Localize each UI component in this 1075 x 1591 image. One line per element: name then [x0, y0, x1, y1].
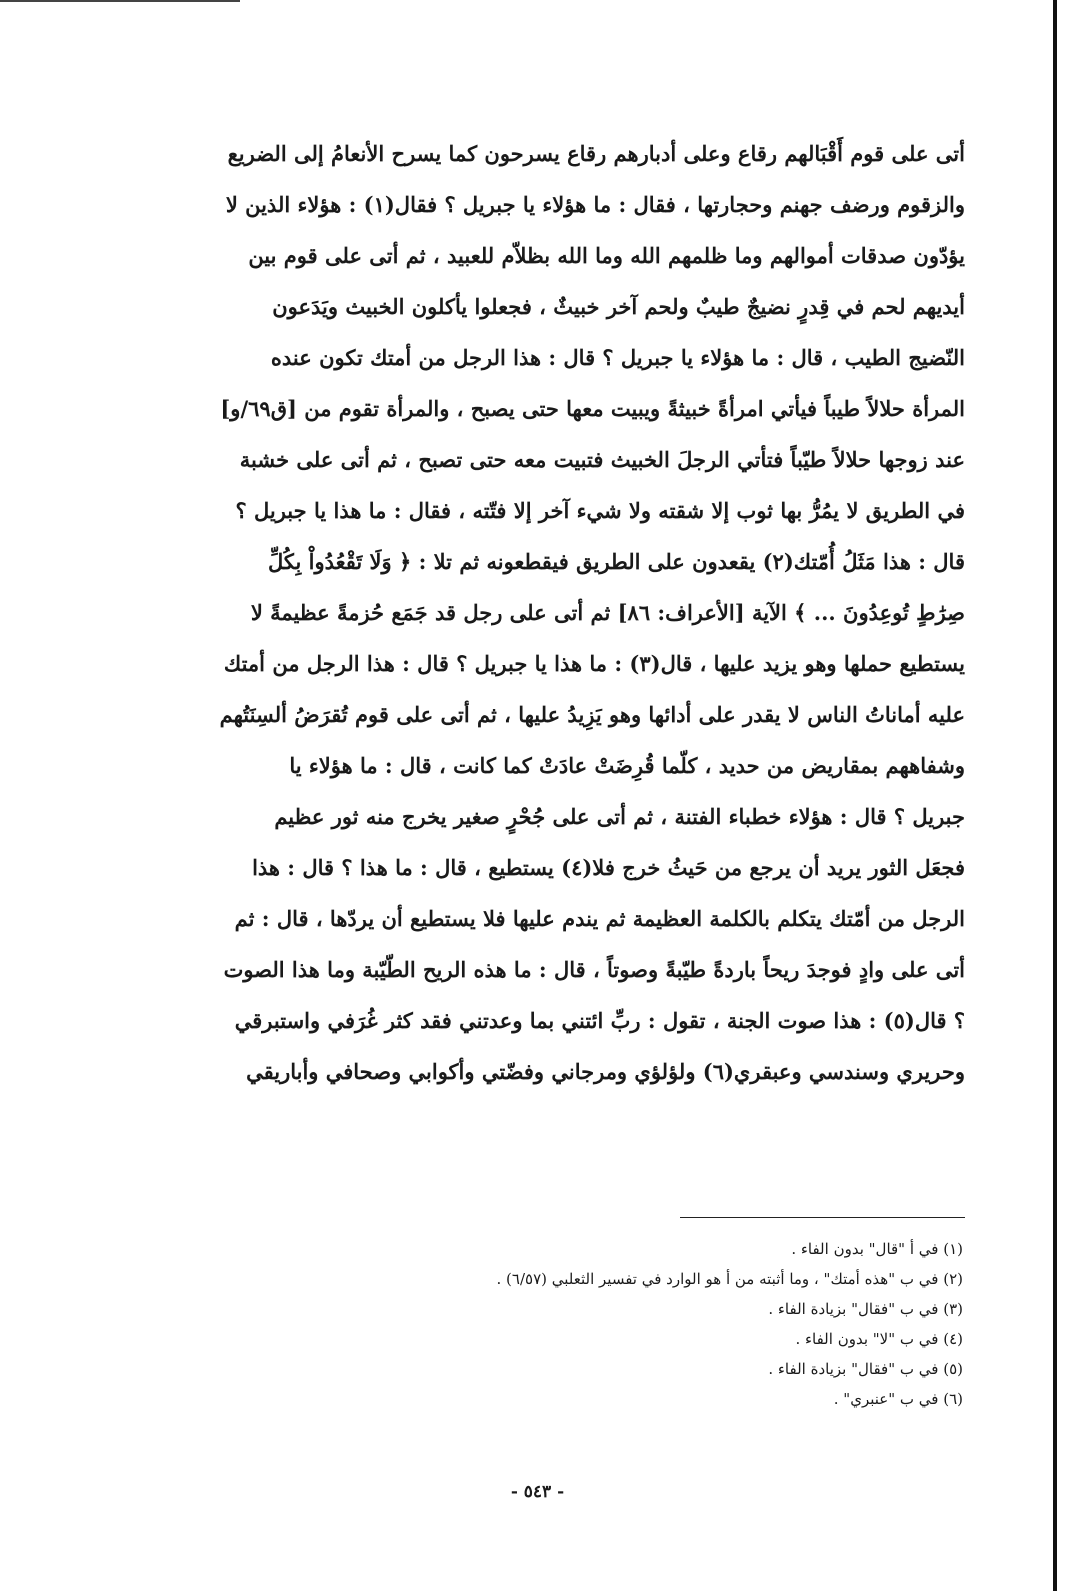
text-line: المرأة حلالاً طيباً فيأتي امرأةً خبيثةً ويبيت معها حتى يصبح ، والمرأة تقوم من [ق٦٩/و] — [220, 396, 965, 421]
scan-edge-right — [1053, 0, 1057, 1591]
text-line: أيديهم لحم في قِدرٍ نضيجٌ طيبٌ ولحم آخر خبيثٌ ، فجعلوا يأكلون الخبيث ويَدَعون — [272, 294, 965, 319]
footnote-divider — [680, 1217, 965, 1218]
text-line: عليه أماناتُ الناس لا يقدر على أدائها وهو يَزِيدُ عليها ، ثم أتى على قوم تُقرَضُ ألسِنَتُهم — [219, 702, 965, 727]
main-text — [143, 128, 965, 1097]
page-number: - ٥٤٣ - — [510, 1482, 565, 1502]
footnote: (٦) في ب "عنبري" . — [833, 1390, 963, 1408]
footnote: (٢) في ب "هذه أمتك" ، وما أثبته من أ هو الوارد في تفسير الثعلبي (٦/٥٧) . — [496, 1270, 963, 1288]
footnotes — [143, 1234, 963, 1414]
text-line: صِرَٰطٍ تُوعِدُونَ ... ﴾ الآية [الأعراف: ٨٦] ثم أتى على رجل قد جَمَع حُزمةً عظيمةً لا — [250, 600, 965, 625]
text-line: والزقوم ورضف جهنم وحجارتها ، فقال : ما هؤلاء يا جبريل ؟ فقال(١) : هؤلاء الذين لا — [225, 192, 965, 217]
scan-edge-top — [0, 0, 240, 2]
text-line: أتى على وادٍ فوجدَ ريحاً باردةً طيّبةً وصوتاً ، قال : ما هذه الريح الطّيّبة وما هذا الصوت — [223, 957, 965, 982]
text-line: ؟ قال(٥) : هذا صوت الجنة ، تقول : ربِّ ائتني بما وعدتني فقد كثر غُرَفي واستبرقي — [234, 1008, 965, 1033]
text-line: عند زوجها حلالاً طيّباً فتأتي الرجلَ الخبيث فتبيت معه حتى تصبح ، ثم أتى على خشبة — [239, 447, 965, 472]
footnote: (٣) في ب "فقال" بزيادة الفاء . — [768, 1300, 963, 1318]
text-line: يؤدّون صدقات أموالهم وما ظلمهم الله وما الله بظلاّم للعبيد ، ثم أتى على قوم بين — [248, 243, 965, 268]
text-line: قال : هذا مَثَلُ أُمّتك(٢) يقعدون على الطريق فيقطعونه ثم تلا : ﴿ وَلَا تَقْعُدُواْ بِكُلِّ — [267, 549, 965, 574]
text-line: في الطريق لا يمُرُّ بها ثوب إلا شقته ولا شيء آخر إلا فتّته ، فقال : ما هذا يا جبريل ؟ — [235, 498, 965, 523]
text-line: يستطيع حملها وهو يزيد عليها ، قال(٣) : ما هذا يا جبريل ؟ قال : هذا الرجل من أمتك — [223, 651, 965, 676]
text-line: الرجل من أمّتك يتكلم بالكلمة العظيمة ثم يندم عليها فلا يستطيع أن يردّها ، قال : ثم — [234, 906, 965, 931]
text-line: فجعَل الثور يريد أن يرجع من حَيثُ خرج فلا(٤) يستطيع ، قال : ما هذا ؟ قال : هذا — [252, 855, 965, 880]
text-line: وشفاههم بمقاريض من حديد ، كلّما قُرِضَتْ عادَتْ كما كانت ، قال : ما هؤلاء يا — [289, 753, 965, 778]
text-line: النّضيج الطيب ، قال : ما هؤلاء يا جبريل ؟ قال : هذا الرجل من أمتك تكون عنده — [270, 345, 965, 370]
footnote: (١) في أ "قال" بدون الفاء . — [791, 1240, 963, 1258]
text-line: جبريل ؟ قال : هؤلاء خطباء الفتنة ، ثم أتى على جُحْرٍ صغير يخرج منه ثور عظيم — [274, 804, 965, 829]
text-line: وحريري وسندسي وعبقري(٦) ولؤلؤي ومرجاني وفضّتي وأكوابي وصحافي وأباريقي — [246, 1059, 965, 1084]
footnote: (٤) في ب "لا" بدون الفاء . — [795, 1330, 963, 1348]
footnote: (٥) في ب "فقال" بزيادة الفاء . — [768, 1360, 963, 1378]
text-line: أتى على قوم أَقْبَالهم رقاع وعلى أدبارهم رقاع يسرحون كما يسرح الأنعامُ إلى الضريع — [227, 141, 965, 166]
